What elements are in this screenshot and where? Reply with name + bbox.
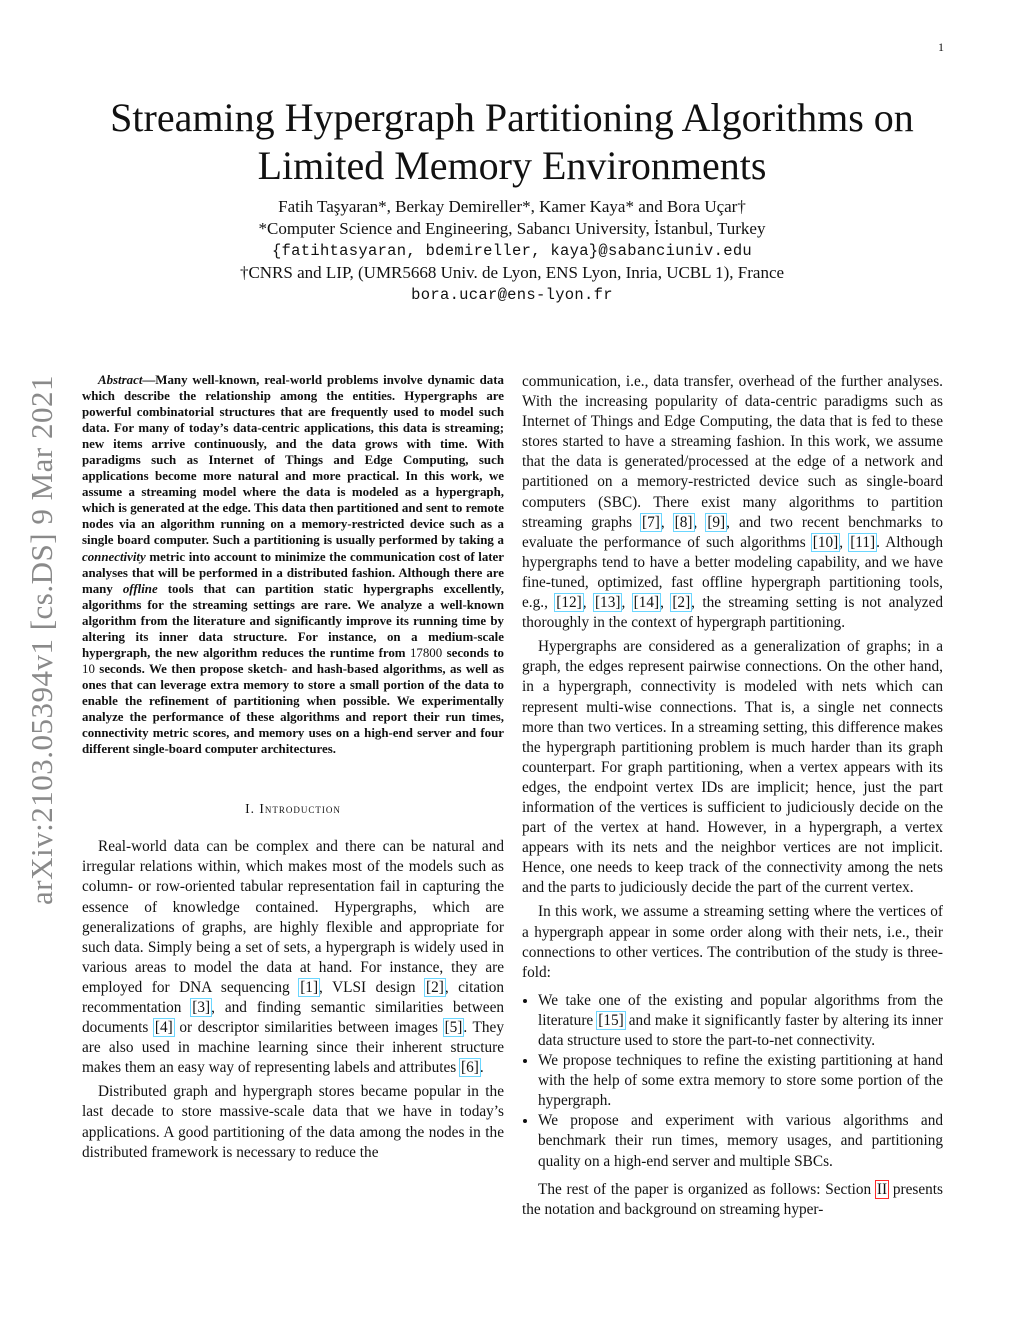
citation-link[interactable]: [3]	[192, 998, 211, 1016]
contribution-item: • We propose techniques to refine the existing partitioning at hand with the help of some extra memory to store some portion of the hypergraph.	[538, 1051, 943, 1111]
right-paragraph-4	[522, 1180, 943, 1220]
right-paragraph-3: In this work, we assume a streaming setting where the vertices of a hypergraph appear in some order along with their nets, i.e., their connections to other vertices. The contribution of the study is three-fold:	[522, 903, 943, 981]
paragraph-text: , and two recent benchmarks to evaluate the performance of such algorithms	[522, 513, 943, 551]
section-link[interactable]: II	[876, 1180, 888, 1198]
paragraph-text: communication, i.e., data transfer, overhead of the further analyses. With the increasing popularity of data-centric paradigms such as Internet of Things and Edge Computing, the data that is fed to these stores started to have a streaming fashion. In this work, we assume that the data is generated/processed at the edge of a network and partitioned on a memory-restricted device such as single-board computers (SBC). There exist many algorithms to partition streaming graphs	[522, 373, 943, 531]
page-number: 1	[938, 40, 944, 54]
abstract-text: tools that can partition static hypergraphs excellently, algorithms for the streaming settings are rare. We analyze a well-known algorithm from the literature and significantly improve its running time by altering its inner data structure. For instance, on a medium-scale hypergraph, the new algorithm reduces the runtime from	[82, 581, 504, 660]
paragraph-text: . They are also used in machine learning since their inherent structure makes them an easy way of representing labels and attributes	[82, 1019, 504, 1077]
author-names: Fatih Taşyaran*, Berkay Demireller*, Kamer Kaya* and Bora Uçar†	[278, 197, 746, 216]
paragraph-text: , and finding semantic similarities between documents	[82, 998, 505, 1037]
citation-link[interactable]: [6]	[461, 1059, 479, 1077]
paragraph-text: Real-world data can be complex and there can be natural and irregular relations within, which makes most of the models such as column- or row-oriented tabular representation fail in capturing the essence of knowledge contained. Hypergraphs, which are generalizations of graphs, are highly flexible and appropriate for such data. Simply being a set of sets, a hypergraph is widely used in various areas to model the data at hand. For instance, they are employed for DNA sequencing	[82, 838, 504, 996]
citation-link[interactable]: [13]	[594, 594, 621, 612]
section-heading-introduction	[82, 799, 504, 819]
citation-link[interactable]: [1]	[300, 978, 319, 996]
citation-link[interactable]: [2]	[425, 978, 444, 996]
citation-link[interactable]: [2]	[672, 594, 691, 612]
abstract-emphasis: connectivity	[82, 549, 146, 564]
contribution-item: • We propose and experiment with various algorithms and benchmark their run times, memory usages, and partitioning quality on a high-end server and multiple SBCs.	[538, 1111, 943, 1171]
paragraph-text: .	[479, 1059, 484, 1077]
citation-link[interactable]: [14]	[633, 594, 660, 612]
paragraph-text: ,	[582, 594, 594, 612]
citation-link[interactable]: [10]	[812, 533, 839, 551]
emails-1[interactable]: {fatihtasyaran, bdemireller, kaya}@sabanciuniv.edu	[271, 242, 753, 260]
paragraph-text: , citation recommentation	[82, 978, 504, 1016]
right-paragraph-2: Hypergraphs are considered as a generalization of graphs; in a graph, the edges represent pairwise connections. On the other hand, in a hypergraph, connectivity is modeled with nets which can represent multi-wise connections. That is, a single net connects more than two vertices. In a streaming setting, this difference makes the hypergraph partitioning problem is much harder than its graph counterpart. For graph partitioning, when a vertex appears with its edges, the endpoint vertex IDs are implicit; hence, just the part information of the vertices is sufficient to judiciously decide on the part of the vertex at hand. However, in a hypergraph, a vertex appears with its nets and the neighbor vertices are not implicit. Hence, one needs to keep track of the connectivity among the nets and the parts to judiciously decide the part of the current vertex.	[522, 638, 943, 897]
paragraph-text: ,	[660, 513, 674, 531]
paragraph-text: , the streaming setting is not analyzed thoroughly in the context of hypergraph partitioning.	[522, 594, 944, 632]
abstract-text: seconds. We then propose sketch- and hash-based algorithms, as well as ones that can leverage extra memory to store a small portion of the data to enable the refinement of partitioning when possible. We experimentally analyze the performance of these algorithms and report their run times, connectivity metric scores, and memory uses on a high-end server and four different single-board computer architectures.	[82, 661, 504, 757]
paragraph-text: ,	[660, 594, 672, 612]
section-number: I.	[245, 801, 260, 817]
paragraph-text: ,	[621, 594, 633, 612]
intro-paragraph-1	[82, 837, 504, 1078]
paragraph-text: The rest of the paper is organized as follows: Section	[538, 1180, 876, 1198]
author-block	[100, 196, 924, 306]
contribution-list	[522, 991, 943, 1172]
affiliation-2: †CNRS and LIP, (UMR5668 Univ. de Lyon, ENS Lyon, Inria, UCBL 1), France	[239, 263, 785, 282]
email-2[interactable]: bora.ucar@ens-lyon.fr	[411, 286, 613, 304]
abstract-text: seconds to	[442, 645, 504, 660]
abstract	[82, 372, 504, 757]
left-column	[82, 372, 504, 1163]
citation-link[interactable]: [7]	[642, 513, 660, 531]
abstract-label: Abstract	[98, 373, 143, 387]
affiliation-1: *Computer Science and Engineering, Sabancı University, İstanbul, Turkey	[258, 219, 766, 238]
arxiv-stamp-text: arXiv:2103.05394v1 [cs.DS] 9 Mar 2021	[24, 375, 59, 905]
list-text: and make it significantly faster by altering its inner data structure used to store the part-to-net connectivity.	[538, 1011, 943, 1049]
right-column	[522, 372, 943, 1220]
citation-link[interactable]: [8]	[674, 513, 693, 531]
citation-link[interactable]: [12]	[556, 594, 582, 612]
paragraph-text: ,	[839, 533, 850, 551]
paragraph-text: or descriptor similarities between images	[173, 1019, 444, 1037]
citation-link[interactable]: [9]	[707, 513, 726, 531]
abstract-number: 17800	[409, 645, 443, 660]
paragraph-text: presents the notation and background on streaming hyper-	[522, 1180, 943, 1218]
abstract-text: —Many well-known, real-world problems involve dynamic data which describe the relationship among the entities. Hypergraphs are powerful combinatorial structures that are frequently used to model such data. For many of today’s data-centric applications, this data is streaming; new items arrive continuously, and the data grows with time. With paradigms such as Internet of Things and Edge Computing, such applications become more natural and more practical. In this work, we assume a streaming model where the data is modeled as a hypergraph, which is generated at the edge. This data then partitioned and sent to remote nodes via an algorithm running on a memory-restricted device such as a single board computer. Such a partitioning is usually performed by taking a	[82, 373, 504, 548]
right-paragraph-1	[522, 372, 943, 633]
abstract-number: 10	[82, 661, 95, 676]
section-title: Introduction	[259, 801, 341, 817]
paragraph-text: . Although hypergraphs tend to have a better modeling capability, and we have fine-tuned, optimized, fast offline hypergraph partitioning tools, e.g.,	[522, 533, 943, 612]
contribution-item	[538, 991, 943, 1051]
abstract-emphasis: offline	[122, 581, 158, 596]
citation-link[interactable]: [15]	[598, 1011, 624, 1029]
abstract-text: metric into account to minimize the communication cost of later analyses that will be performed in a distributed fashion. Although there are many	[82, 549, 504, 596]
paragraph-text: ,	[693, 513, 707, 531]
intro-paragraph-2: Distributed graph and hypergraph stores became popular in the last decade to store massive-scale data that we have in today’s applications. A good partitioning of the data among the nodes in the distributed framework is necessary to reduce the	[82, 1083, 504, 1161]
citation-link[interactable]: [4]	[154, 1019, 173, 1037]
list-text: We take one of the existing and popular algorithms from the literature	[538, 991, 943, 1029]
citation-link[interactable]: [5]	[444, 1019, 463, 1037]
citation-link[interactable]: [11]	[850, 533, 876, 551]
paragraph-text: , VLSI design	[319, 978, 425, 996]
paper-title: Streaming Hypergraph Partitioning Algorithms on Limited Memory Environments	[110, 95, 914, 188]
